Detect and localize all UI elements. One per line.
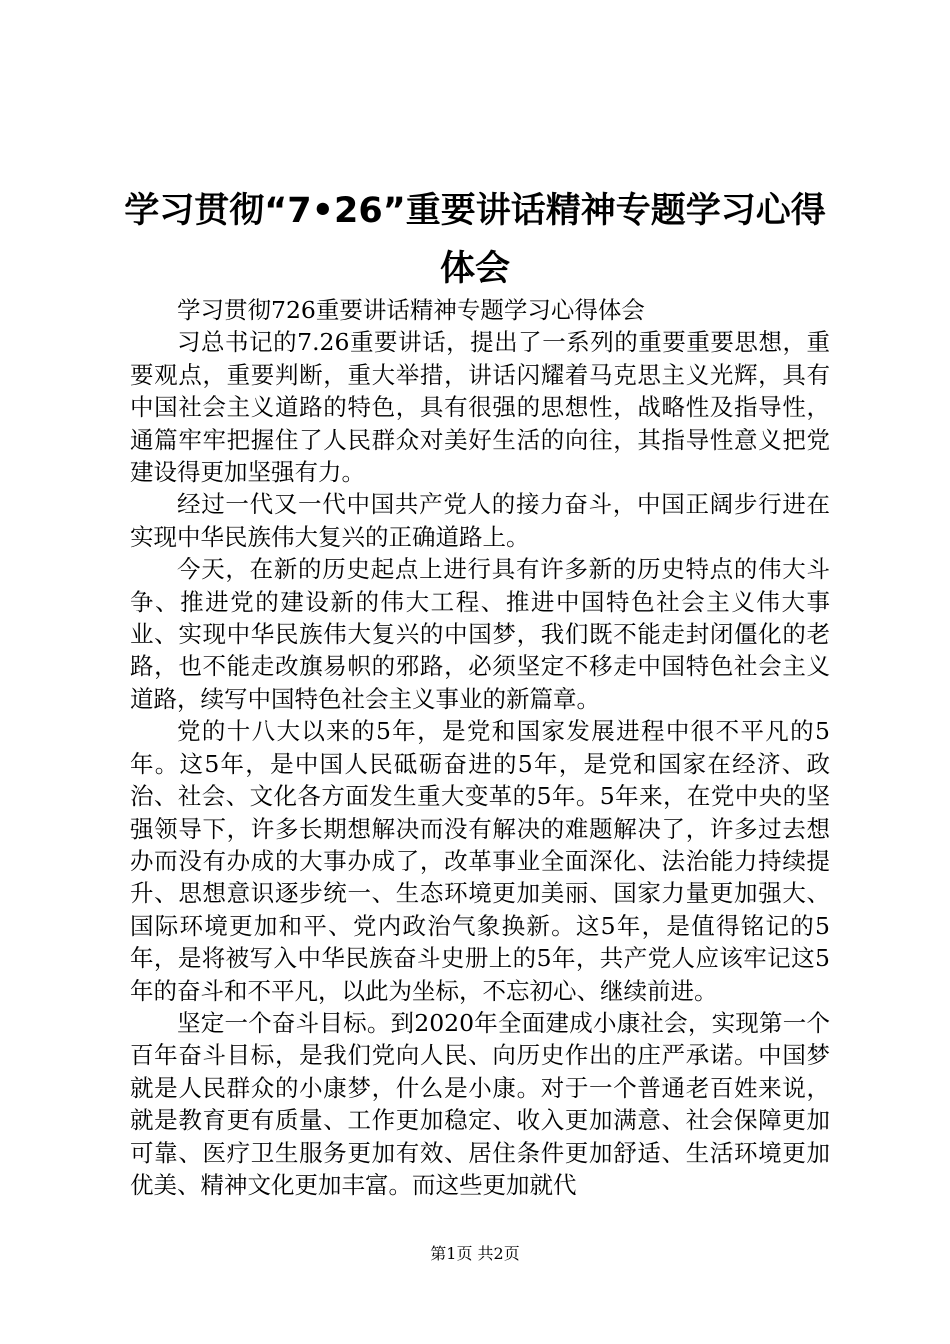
paragraph: 今天，在新的历史起点上进行具有许多新的历史特点的伟大斗争、推进党的建设新的伟大工程、推进中国特色社会主义伟大事业、实现中华民族伟大复兴的中国梦，我们既不能走封闭僵化的老路，也不能走改旗易帜的邪路，必须坚定不移走中国特色社会主义道路，续写中国特色社会主义事业的新篇章。 [130, 555, 830, 713]
paragraph: 党的十八大以来的5年，是党和国家发展进程中很不平凡的5年。这5年，是中国人民砥砺奋进的5年，是党和国家在经济、政治、社会、文化各方面发生重大变革的5年。5年来，在党中央的坚强领导下，许多长期想解决而没有解决的难题解决了，许多过去想办而没有办成的大事办成了，改革事业全面深化、法治能力持续提升、思想意识逐步统一、生态环境更加美丽、国家力量更加强大、国际环境更加和平、党内政治气象换新。这5年，是值得铭记的5年，是将被写入中华民族奋斗史册上的5年，共产党人应该牢记这5年的奋斗和不平凡，以此为坐标，不忘初心、继续前进。 [130, 717, 830, 1005]
paragraph: 习总书记的7.26重要讲话，提出了一系列的重要重要思想，重要观点，重要判断，重大举措，讲话闪耀着马克思主义光辉，具有中国社会主义道路的特色，具有很强的思想性，战略性及指导性，通篇牢牢把握住了人民群众对美好生活的向往，其指导性意义把党建设得更加坚强有力。 [130, 328, 830, 487]
paragraph: 经过一代又一代中国共产党人的接力奋斗，中国正阔步行进在实现中华民族伟大复兴的正确道路上。 [130, 490, 830, 551]
paragraph: 坚定一个奋斗目标。到2020年全面建成小康社会，实现第一个百年奋斗目标，是我们党向人民、向历史作出的庄严承诺。中国梦就是人民群众的小康梦，什么是小康。对于一个普通老百姓来说，就是教育更有质量、工作更加稳定、收入更加满意、社会保障更加可靠、医疗卫生服务更加有效、居住条件更加舒适、生活环境更加优美、精神文化更加丰富。而这些更加就代 [130, 1008, 830, 1199]
page-footer [0, 1244, 950, 1264]
page-indicator: 第1页 共2页 [430, 1244, 520, 1263]
document-body [130, 294, 830, 1201]
paragraph-subtitle: 学习贯彻726重要讲话精神专题学习心得体会 [177, 296, 645, 324]
document-title: 学习贯彻“7•26”重要讲话精神专题学习心得体会 [124, 191, 826, 289]
